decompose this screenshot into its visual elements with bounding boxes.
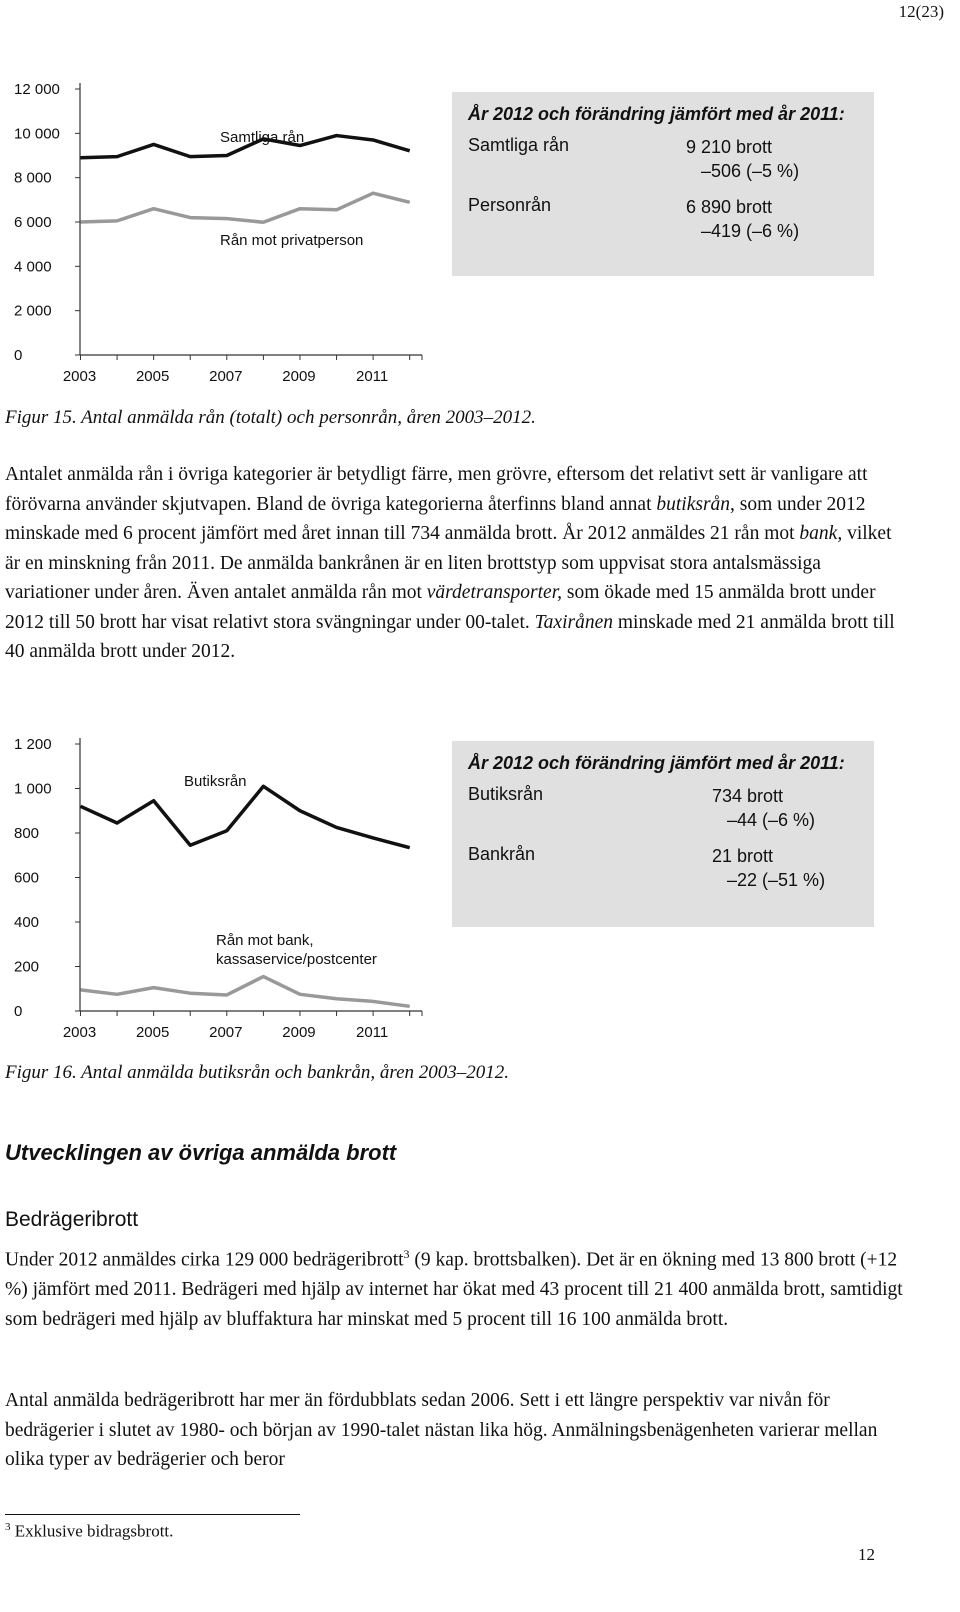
x-tick-label: 2007 (209, 1024, 243, 1041)
infobox-row-butiksran (468, 784, 858, 844)
infobox-value-change: –419 (–6 %) (701, 221, 800, 241)
figure-15-svg (0, 80, 440, 390)
infobox-value-change: –44 (–6 %) (727, 810, 816, 830)
subheading: Bedrägeribrott (5, 1208, 139, 1231)
figure-15-chart (0, 80, 440, 390)
text-run: minskade med 21 anmälda brott till 40 anmälda brott under 2012. (5, 611, 895, 662)
infobox-title: År 2012 och förändring jämfört med år 2011: (468, 104, 845, 124)
series-label: kassaservice/postcenter (216, 951, 377, 968)
y-tick-label: 12 000 (14, 81, 60, 98)
text-run: (9 kap. brottsbalken). Det är en ökning med 13 800 brott (+12 %) jämfört med 2011. Bedrägeri med hjälp av internet har ökat med 43 procent till 21 400 anmälda brott, samtidigt som bedrägeri med hjälp av bluffaktura har minskat med 5 procent till 16 100 anmälda brott. (5, 1249, 903, 1330)
paragraph-bedrageri-2 (5, 1386, 905, 1475)
series-label: Samtliga rån (220, 129, 305, 146)
infobox-value-count: 6 890 brott (686, 197, 773, 217)
footnote-ref: 3 (403, 1247, 410, 1261)
x-tick-label: 2005 (135, 1024, 170, 1041)
text-run: Antal anmälda bedrägeribrott har mer än fördubblats sedan 2006. Sett i ett längre perspektiv var nivån för bedrägerier i slutet av 1980- och början av 1990-talet nästan lika hög. Anmälningsbenägenheten varierar mellan olika typer av bedrägerier och beror (5, 1390, 878, 1470)
x-tick-label: 2009 (282, 1024, 316, 1041)
infobox-label: Bankrån (468, 844, 536, 864)
series-label: Butiksrån (184, 773, 247, 790)
infobox-row-personran (468, 195, 858, 255)
figure-16-infobox (452, 741, 874, 927)
y-tick-label: 2 000 (14, 302, 52, 320)
infobox-value-change: –22 (–51 %) (727, 870, 826, 890)
figure-16-chart (0, 733, 440, 1045)
infobox-label: Personrån (468, 195, 552, 215)
x-tick-label: 2009 (282, 368, 316, 385)
infobox-value (686, 195, 799, 243)
y-tick-label: 400 (14, 914, 40, 931)
text-run: vilket är en minskning från 2011. De anmälda bankrånen är en liten brottstyp som uppvisat stora antalsmässiga variationer under åren. Även antalet anmälda rån mot (5, 523, 892, 603)
footnote (5, 1521, 173, 1542)
text-run: som ökade med 15 anmälda brott under 2012 till 50 brott har visat relativt stora svängningar under 00-talet. (5, 582, 876, 633)
y-tick-label: 4 000 (14, 258, 52, 276)
infobox-value (712, 784, 815, 832)
text-run: , som under 2012 minskade med 6 procent jämfört med året innan till 734 anmälda brott. År 2012 anmäldes 21 rån mot (5, 493, 866, 544)
italic-term: bank, (799, 523, 843, 544)
footnote-mark: 3 (5, 1521, 11, 1533)
infobox-label: Samtliga rån (468, 135, 570, 155)
infobox-row-bankran (468, 844, 858, 904)
paragraph-bedrageri-1 (5, 1240, 905, 1334)
footnote-divider (5, 1514, 300, 1515)
y-tick-label: 10 000 (14, 125, 60, 143)
y-tick-label: 1 000 (14, 780, 52, 798)
x-tick-label: 2011 (355, 1024, 389, 1041)
y-tick-label: 1 200 (14, 736, 52, 753)
series-line (81, 193, 410, 222)
page-header: 12(23) (898, 2, 944, 21)
y-tick-label: 600 (14, 869, 40, 887)
series-label: Rån mot privatperson (220, 232, 364, 249)
infobox-value (712, 844, 825, 892)
figure-16-svg (0, 733, 440, 1045)
x-tick-label: 2003 (62, 1024, 97, 1041)
italic-term: Taxirånen (534, 611, 613, 633)
y-tick-label: 6 000 (14, 214, 52, 231)
infobox-value-count: 9 210 brott (686, 137, 773, 157)
figure-15-infobox (452, 92, 874, 276)
page-number: 12 (858, 1545, 875, 1564)
footnote-text: Exklusive bidragsbrott. (10, 1521, 174, 1541)
x-tick-label: 2007 (209, 368, 243, 385)
infobox-row-samtliga (468, 135, 858, 195)
infobox-label: Butiksrån (468, 784, 544, 804)
infobox-value-change: –506 (–5 %) (701, 161, 800, 181)
x-tick-label: 2011 (355, 368, 389, 385)
y-tick-label: 8 000 (14, 169, 52, 187)
figure-16-caption: Figur 16. Antal anmälda butiksrån och bankrån, åren 2003–2012. (5, 1062, 510, 1083)
series-line (81, 977, 410, 1007)
section-heading: Utvecklingen av övriga anmälda brott (5, 1140, 397, 1165)
y-tick-label: 0 (14, 347, 23, 364)
italic-term: butiksrån (656, 493, 731, 515)
italic-term: värdetransporter, (426, 582, 563, 603)
y-tick-label: 0 (14, 1003, 23, 1020)
infobox-value-count: 734 brott (712, 786, 784, 806)
infobox-value-count: 21 brott (712, 846, 774, 866)
figure-15-caption: Figur 15. Antal anmälda rån (totalt) och personrån, åren 2003–2012. (5, 407, 536, 428)
text-run: Under 2012 anmäldes cirka 129 000 bedrägeribrott (5, 1249, 404, 1271)
text-run: Antalet anmälda rån i övriga kategorier är betydligt färre, men grövre, eftersom det relativt sett är vanligare att förövarna använder skjutvapen. Bland de övriga kategorierna återfinns bland annat (5, 464, 868, 515)
series-line (81, 786, 410, 847)
x-tick-label: 2005 (135, 368, 170, 385)
x-tick-label: 2003 (62, 368, 97, 385)
y-tick-label: 200 (14, 958, 40, 976)
y-tick-label: 800 (14, 825, 40, 842)
paragraph-ran (5, 460, 905, 667)
series-label: Rån mot bank, (216, 932, 314, 949)
infobox-value (686, 135, 799, 183)
infobox-title: År 2012 och förändring jämfört med år 2011: (468, 753, 845, 773)
